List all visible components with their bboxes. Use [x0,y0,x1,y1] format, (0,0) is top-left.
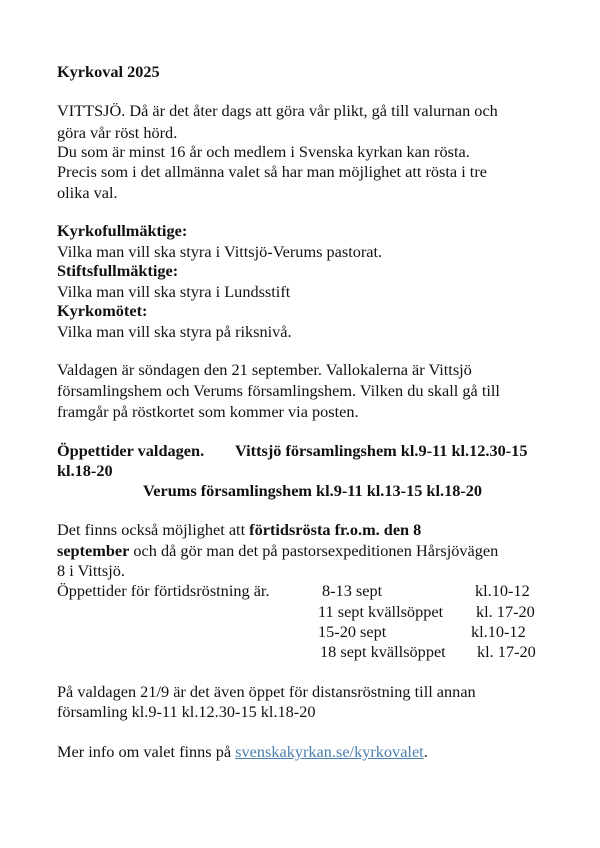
election-day-line-2: församlingshem och Verums församlingshem. Vilken du skall gå till [57,381,500,400]
distance-line-1: På valdagen 21/9 är det även öppet för distansröstning till annan [57,682,476,701]
stiftsfullmaktige-text: Vilka man vill ska styra i Lundsstift [57,282,291,301]
vittsjo-hours-cont: kl.18-20 [57,461,113,480]
early-voting-schedule-label: Öppettider för förtidsröstning är. [57,581,270,600]
distance-line-2: församling kl.9-11 kl.12.30-15 kl.18-20 [57,702,316,721]
kyrkovalet-link[interactable]: svenskakyrkan.se/kyrkovalet [235,742,424,761]
election-day-line-3: framgår på röstkortet som kommer via posten. [57,402,359,421]
schedule-time: kl.10-12 [475,581,530,600]
schedule-days: 18 sept kvällsöppet [320,642,446,661]
early-voting-line-3: 8 i Vittsjö. [57,561,125,580]
intro-line-5: olika val. [57,183,118,202]
intro-line-2: göra vår röst hörd. [57,123,178,142]
early-voting-line-2: september och då gör man det på pastorsexpeditionen Hårsjövägen [57,541,499,560]
kyrkofullmaktige-heading: Kyrkofullmäktige: [57,221,188,240]
intro-line-1: VITTSJÖ. Då är det åter dags att göra vår plikt, gå till valurnan och [57,101,498,120]
document-title: Kyrkoval 2025 [57,62,160,81]
schedule-days: 15-20 sept [318,622,387,641]
kyrkomotet-text: Vilka man vill ska styra på riksnivå. [57,322,292,341]
schedule-days: 11 sept kvällsöppet [318,602,444,621]
stiftsfullmaktige-heading: Stiftsfullmäktige: [57,261,179,280]
verum-hours: Verums församlingshem kl.9-11 kl.13-15 kl.18-20 [143,481,483,500]
election-day-line-1: Valdagen är söndagen den 21 september. Vallokalerna är Vittsjö [57,360,472,379]
schedule-time: kl. 17-20 [476,602,535,621]
schedule-time: kl.10-12 [471,622,526,641]
kyrkofullmaktige-text: Vilka man vill ska styra i Vittsjö-Verums pastorat. [57,242,383,261]
opening-hours-heading: Öppettider valdagen. [57,441,205,460]
intro-line-4: Precis som i det allmänna valet så har man möjlighet att rösta i tre [57,162,487,181]
schedule-time: kl. 17-20 [477,642,536,661]
vittsjo-hours: Vittsjö församlingshem kl.9-11 kl.12.30-15 [235,441,528,460]
intro-line-3: Du som är minst 16 år och medlem i Svenska kyrkan kan rösta. [57,142,470,161]
more-info-line: Mer info om valet finns på svenskakyrkan.se/kyrkovalet. [57,742,428,761]
early-voting-line-1: Det finns också möjlighet att förtidsrösta fr.o.m. den 8 [57,520,422,539]
schedule-days: 8-13 sept [322,581,383,600]
kyrkomotet-heading: Kyrkomötet: [57,301,148,320]
